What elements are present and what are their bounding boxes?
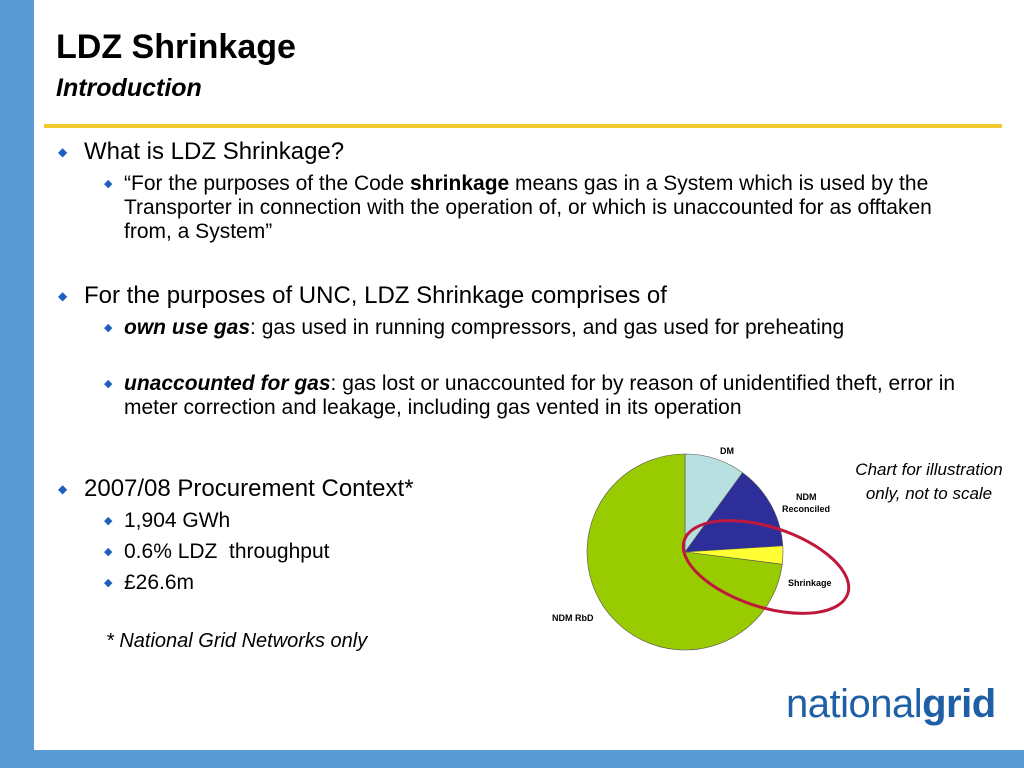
sub-bullet-throughput (104, 540, 504, 564)
sub-bullet-cost (104, 571, 504, 595)
unaccounted-term: unaccounted for gas (124, 372, 331, 395)
left-frame-bar (0, 0, 34, 768)
slice-label-ndm-reconciled: NDM Reconciled (782, 492, 831, 514)
own-use-term: own use gas (124, 316, 251, 339)
logo-bold-text: grid (922, 682, 996, 726)
bullet-text: For the purposes of UNC, LDZ Shrinkage comprises of (84, 282, 667, 309)
sub-bullet-definition (104, 172, 984, 244)
footnote: * National Grid Networks only (106, 630, 368, 652)
bullet-unc-comprises (58, 282, 958, 310)
title-divider (44, 124, 1002, 128)
shrinkage-pie-chart (552, 440, 860, 660)
own-use-text: : gas used in running compressors, and gas used for preheating (250, 316, 845, 339)
slice-label-shrinkage: Shrinkage (788, 578, 832, 588)
logo-light-text: national (786, 682, 923, 726)
slice-label-dm: DM (720, 446, 734, 456)
bottom-frame-bar (0, 750, 1024, 768)
definition-prefix: “For the purposes of the Code (124, 172, 410, 195)
cost-value: £26.6m (124, 571, 195, 594)
sub-bullet-unaccounted (104, 372, 994, 420)
diamond-bullet-icon: ◆ (104, 515, 113, 527)
diamond-bullet-icon: ◆ (104, 577, 113, 589)
bullet-text: What is LDZ Shrinkage? (84, 138, 345, 165)
sub-bullet-own-use (104, 316, 984, 340)
bullet-what-is (58, 138, 958, 166)
diamond-bullet-icon: ◆ (104, 378, 113, 390)
gwh-value: 1,904 GWh (124, 509, 231, 532)
throughput-value: 0.6% LDZ throughput (124, 540, 330, 563)
diamond-bullet-icon: ◆ (58, 289, 68, 303)
diamond-bullet-icon: ◆ (104, 178, 113, 190)
definition-suffix: means gas in a System which is used by the Transporter in connection with the operation of, or which is unaccounted for as offtaken from, a System” (124, 172, 932, 243)
chart-disclaimer: Chart for illustration only, not to scale (855, 460, 1003, 503)
diamond-bullet-icon: ◆ (104, 322, 113, 334)
diamond-bullet-icon: ◆ (104, 546, 113, 558)
sub-bullet-gwh (104, 509, 504, 533)
definition-term: shrinkage (410, 172, 510, 195)
slice-label-ndm-rbd: NDM RbD (552, 613, 594, 623)
slide-title: LDZ Shrinkage (56, 28, 296, 66)
unaccounted-text: : gas lost or unaccounted for by reason of unidentified theft, error in meter correction and leakage, including gas vented in its operation (124, 372, 956, 419)
diamond-bullet-icon: ◆ (58, 482, 68, 496)
bullet-procurement (58, 475, 538, 503)
slide-subtitle: Introduction (56, 74, 202, 102)
national-grid-logo (786, 682, 996, 727)
diamond-bullet-icon: ◆ (58, 145, 68, 159)
bullet-text: 2007/08 Procurement Context* (84, 475, 414, 502)
